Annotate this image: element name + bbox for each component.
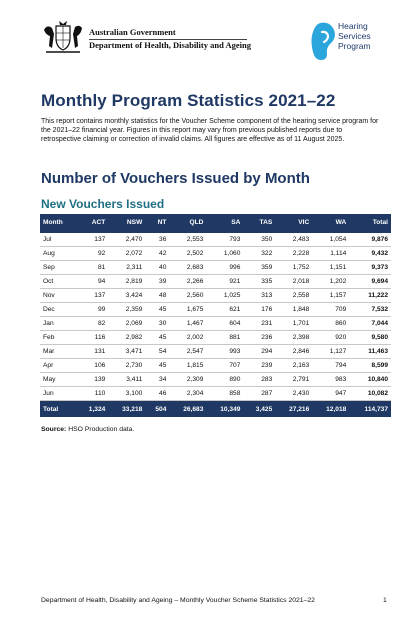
value-cell: 1,114 [312,247,349,261]
value-cell: 313 [243,289,275,303]
department-name: Department of Health, Disability and Ageing [89,40,251,50]
column-header: NT [145,214,169,232]
value-cell: 1,060 [206,247,243,261]
column-header: NSW [108,214,145,232]
value-cell: 3,411 [108,373,145,387]
column-header: VIC [275,214,312,232]
value-cell: 322 [243,247,275,261]
value-cell: 82 [76,317,108,331]
intro-paragraph: This report contains monthly statistics for the Voucher Scheme component of the hearing service program for the 2021–22 financial year. Figures in this report may vary from previous published reports due to retrospective claiming or correction of invalid claims. All figures are effective as of 11 August 2025. [41,118,379,144]
month-cell: May [40,373,76,387]
value-cell: 794 [312,359,349,373]
value-cell: 2,266 [169,275,206,289]
value-cell: 1,202 [312,275,349,289]
value-cell: 1,151 [312,261,349,275]
value-cell: 99 [76,303,108,317]
value-cell: 1,675 [169,303,206,317]
value-cell: 2,163 [275,359,312,373]
program-word-1: Hearing [338,21,368,31]
program-word-2: Services [338,31,371,41]
table-header-row [40,214,391,232]
value-cell: 2,470 [108,232,145,247]
value-cell: 350 [243,232,275,247]
month-cell: Aug [40,247,76,261]
total-label: Total [40,401,76,418]
subsection-heading: New Vouchers Issued [41,197,165,211]
table-body [40,232,391,417]
total-value-cell: 12,018 [312,401,349,418]
month-cell: Jan [40,317,76,331]
value-cell: 2,309 [169,373,206,387]
table-row [40,387,391,401]
value-cell: 3,471 [108,345,145,359]
value-cell: 231 [243,317,275,331]
month-cell: Jul [40,232,76,247]
value-cell: 2,791 [275,373,312,387]
value-cell: 236 [243,331,275,345]
table-row [40,232,391,247]
total-value-cell: 33,218 [108,401,145,418]
month-cell: Sep [40,261,76,275]
value-cell: 1,752 [275,261,312,275]
value-cell: 707 [206,359,243,373]
value-cell: 239 [243,359,275,373]
value-cell: 294 [243,345,275,359]
source-label: Source: [41,426,67,433]
total-value-cell: 26,683 [169,401,206,418]
coat-of-arms-icon [40,20,86,56]
source-note [41,426,134,433]
value-cell: 30 [145,317,169,331]
value-cell: 858 [206,387,243,401]
value-cell: 1,815 [169,359,206,373]
value-cell: 1,157 [312,289,349,303]
month-cell: Oct [40,275,76,289]
table-row [40,331,391,345]
column-header: SA [206,214,243,232]
value-cell: 2,398 [275,331,312,345]
total-value-cell: 10,349 [206,401,243,418]
value-cell: 947 [312,387,349,401]
column-header: QLD [169,214,206,232]
month-cell: Apr [40,359,76,373]
value-cell: 131 [76,345,108,359]
value-cell: 2,311 [108,261,145,275]
value-cell: 2,483 [275,232,312,247]
value-cell: 2,547 [169,345,206,359]
month-cell: Mar [40,345,76,359]
value-cell: 9,580 [349,331,391,345]
value-cell: 2,069 [108,317,145,331]
value-cell: 993 [206,345,243,359]
value-cell: 139 [76,373,108,387]
month-cell: Dec [40,303,76,317]
value-cell: 335 [243,275,275,289]
value-cell: 9,373 [349,261,391,275]
value-cell: 2,018 [275,275,312,289]
column-header: WA [312,214,349,232]
table-row [40,261,391,275]
total-value-cell: 504 [145,401,169,418]
value-cell: 10,082 [349,387,391,401]
value-cell: 45 [145,303,169,317]
program-word-3: Program [338,41,371,51]
value-cell: 983 [312,373,349,387]
table-row [40,317,391,331]
value-cell: 106 [76,359,108,373]
value-cell: 2,730 [108,359,145,373]
value-cell: 860 [312,317,349,331]
table-row [40,289,391,303]
value-cell: 621 [206,303,243,317]
value-cell: 793 [206,232,243,247]
value-cell: 11,222 [349,289,391,303]
value-cell: 46 [145,387,169,401]
section-heading: Number of Vouchers Issued by Month [41,170,310,187]
value-cell: 2,558 [275,289,312,303]
value-cell: 2,560 [169,289,206,303]
column-header: Total [349,214,391,232]
column-header: ACT [76,214,108,232]
value-cell: 36 [145,232,169,247]
table-row [40,359,391,373]
vouchers-table [40,214,391,417]
value-cell: 2,819 [108,275,145,289]
value-cell: 604 [206,317,243,331]
value-cell: 45 [145,359,169,373]
value-cell: 40 [145,261,169,275]
value-cell: 1,054 [312,232,349,247]
value-cell: 9,432 [349,247,391,261]
value-cell: 2,072 [108,247,145,261]
value-cell: 42 [145,247,169,261]
table-row [40,303,391,317]
page-footer: Department of Health, Disability and Ageing – Monthly Voucher Scheme Statistics 2021–22 [41,597,315,604]
value-cell: 3,424 [108,289,145,303]
value-cell: 137 [76,289,108,303]
page-number: 1 [383,597,387,604]
month-cell: Feb [40,331,76,345]
value-cell: 92 [76,247,108,261]
value-cell: 3,100 [108,387,145,401]
value-cell: 1,467 [169,317,206,331]
column-header: Month [40,214,76,232]
total-value-cell: 27,216 [275,401,312,418]
value-cell: 1,025 [206,289,243,303]
value-cell: 9,876 [349,232,391,247]
value-cell: 1,701 [275,317,312,331]
value-cell: 287 [243,387,275,401]
header-divider [89,39,247,40]
total-value-cell: 114,737 [349,401,391,418]
value-cell: 2,002 [169,331,206,345]
value-cell: 8,599 [349,359,391,373]
total-value-cell: 3,425 [243,401,275,418]
table-row [40,373,391,387]
value-cell: 283 [243,373,275,387]
value-cell: 2,430 [275,387,312,401]
value-cell: 45 [145,331,169,345]
value-cell: 2,553 [169,232,206,247]
total-row [40,401,391,418]
program-wordmark [338,21,371,51]
value-cell: 34 [145,373,169,387]
value-cell: 54 [145,345,169,359]
value-cell: 359 [243,261,275,275]
value-cell: 890 [206,373,243,387]
value-cell: 2,502 [169,247,206,261]
value-cell: 9,694 [349,275,391,289]
table-row [40,275,391,289]
value-cell: 2,846 [275,345,312,359]
value-cell: 881 [206,331,243,345]
value-cell: 81 [76,261,108,275]
value-cell: 2,228 [275,247,312,261]
value-cell: 7,044 [349,317,391,331]
table-row [40,247,391,261]
value-cell: 137 [76,232,108,247]
value-cell: 10,840 [349,373,391,387]
source-text: HSO Production data. [68,426,135,433]
value-cell: 7,532 [349,303,391,317]
gov-line-1: Australian Government [89,27,176,37]
value-cell: 1,848 [275,303,312,317]
value-cell: 176 [243,303,275,317]
page-title: Monthly Program Statistics 2021–22 [41,91,336,110]
month-cell: Nov [40,289,76,303]
value-cell: 920 [312,331,349,345]
value-cell: 2,982 [108,331,145,345]
value-cell: 11,463 [349,345,391,359]
value-cell: 94 [76,275,108,289]
column-header: TAS [243,214,275,232]
table-row [40,345,391,359]
page-header [0,0,419,70]
total-value-cell: 1,324 [76,401,108,418]
value-cell: 116 [76,331,108,345]
value-cell: 2,304 [169,387,206,401]
value-cell: 2,359 [108,303,145,317]
value-cell: 110 [76,387,108,401]
value-cell: 709 [312,303,349,317]
month-cell: Jun [40,387,76,401]
value-cell: 996 [206,261,243,275]
value-cell: 1,127 [312,345,349,359]
value-cell: 921 [206,275,243,289]
value-cell: 2,683 [169,261,206,275]
value-cell: 39 [145,275,169,289]
value-cell: 48 [145,289,169,303]
